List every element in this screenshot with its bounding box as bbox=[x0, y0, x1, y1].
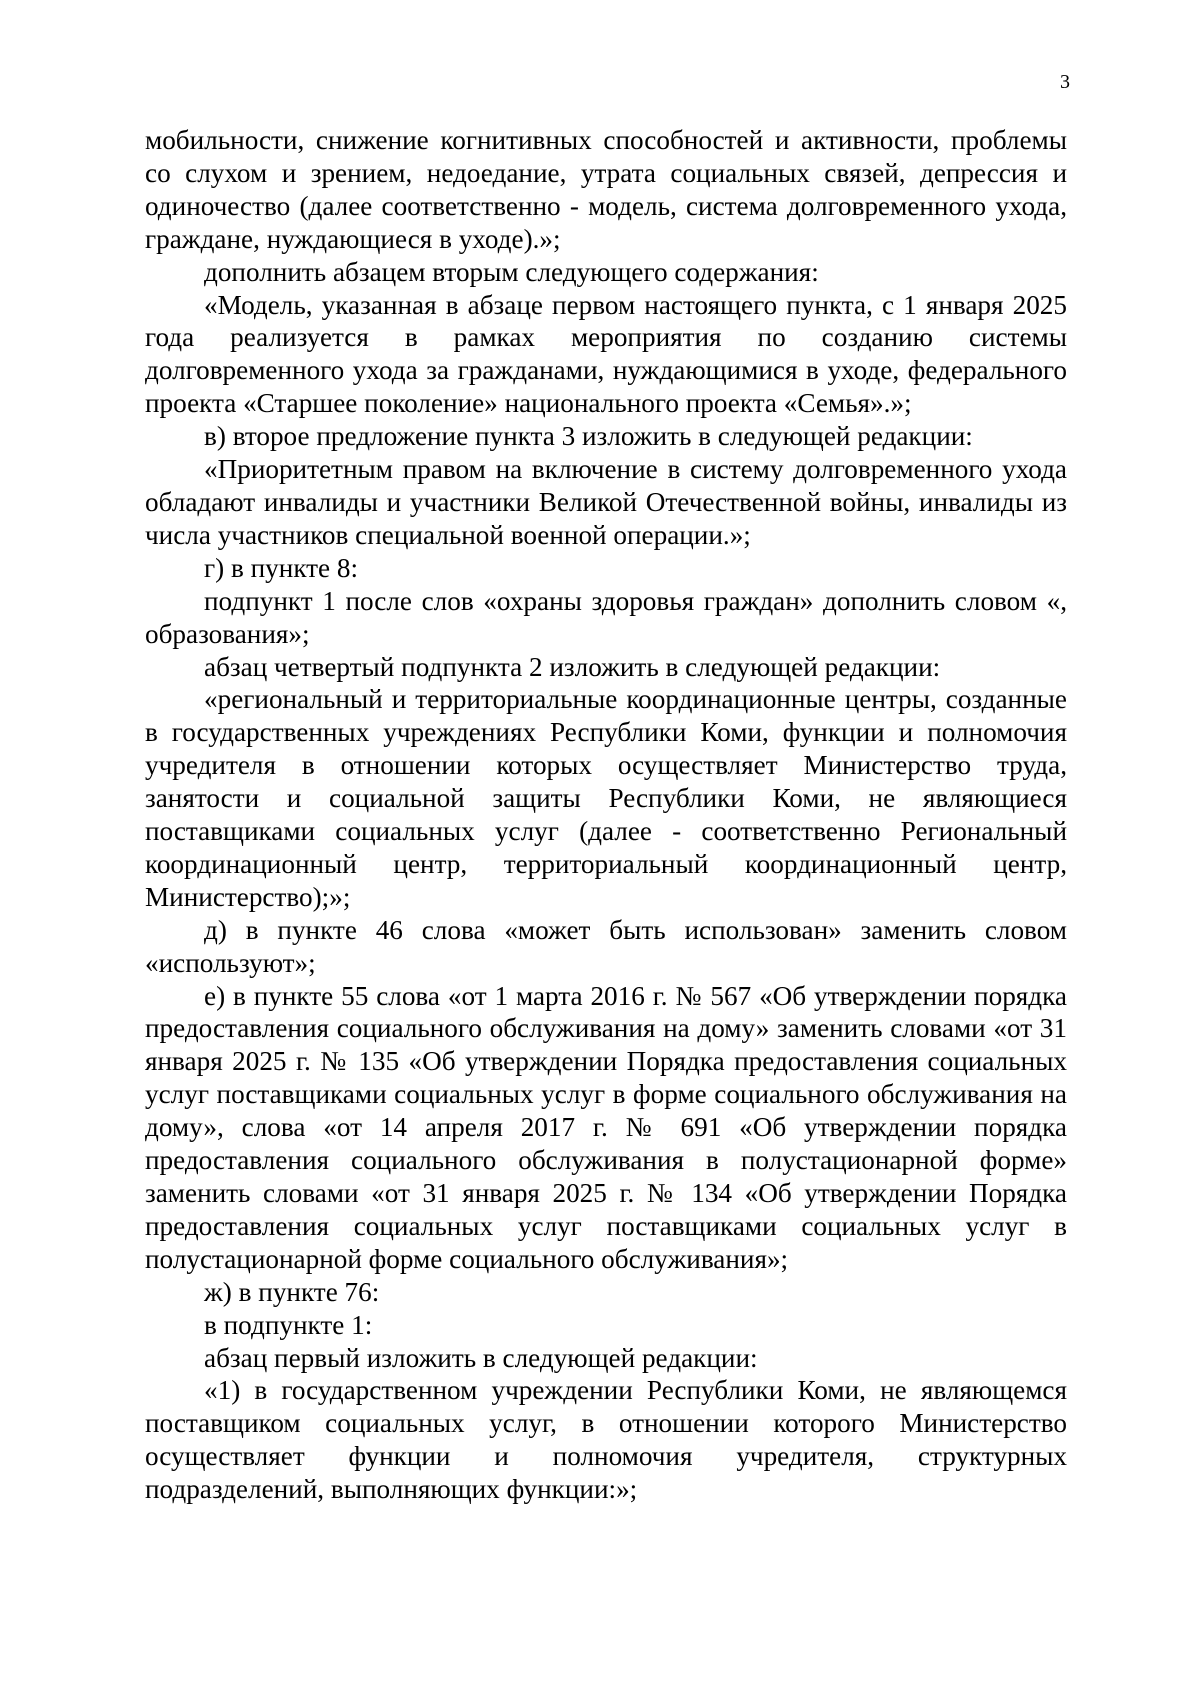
paragraph-1: мобильности, снижение когнитивных способностей и активности, проблемы со слухом и зрением, недоедание, утрата социальных связей, депрессия и одиночество (далее соответственно - модель, система долговременного ухода, граждане, нуждающиеся в уходе).»; bbox=[145, 125, 1067, 254]
paragraph-5: «Приоритетным правом на включение в систему долговременного ухода обладают инвалиды и участники Великой Отечественной войны, инвалиды из числа участников специальной военной операции.»; bbox=[145, 454, 1067, 550]
paragraph-11: е) в пункте 55 слова «от 1 марта 2016 г. № 567 «Об утверждении порядка предоставления социального обслуживания на дому» заменить словами «от 31 января 2025 г. № 135 «Об утверждении Порядка предоставления социальных услуг поставщиками социальных услуг в форме социального обслуживания на дому», слова «от 14 апреля 2017 г. № 691 «Об утверждении порядка предоставления социального обслуживания в полустационарной форме» заменить словами «от 31 января 2025 г. № 134 «Об утверждении Порядка предоставления социальных услуг поставщиками социальных услуг в полустационарной форме социального обслуживания»; bbox=[145, 980, 1067, 1274]
paragraph-13: в подпункте 1: bbox=[204, 1309, 373, 1340]
paragraph-10: д) в пункте 46 слова «может быть использован» заменить словом «используют»; bbox=[145, 914, 1067, 978]
page-number: 3 bbox=[1060, 71, 1070, 93]
paragraph-4: в) второе предложение пункта 3 изложить в следующей редакции: bbox=[204, 421, 973, 452]
paragraph-8: абзац четвертый подпункта 2 изложить в следующей редакции: bbox=[204, 651, 941, 682]
paragraph-6: г) в пункте 8: bbox=[204, 552, 359, 583]
paragraph-7: подпункт 1 после слов «охраны здоровья граждан» дополнить словом «, образования»; bbox=[145, 585, 1067, 649]
paragraph-2: дополнить абзацем вторым следующего содержания: bbox=[204, 256, 819, 287]
paragraph-14: абзац первый изложить в следующей редакции: bbox=[204, 1342, 758, 1373]
paragraph-12: ж) в пункте 76: bbox=[204, 1276, 380, 1307]
paragraph-9: «региональный и территориальные координационные центры, созданные в государственных учреждениях Республики Коми, функции и полномочия учредителя в отношении которых осуществляет Министерство труда, занятости и социальной защиты Республики Коми, не являющиеся поставщиками социальных услуг (далее - соответственно Региональный координационный центр, территориальный координационный центр, Министерство);»; bbox=[145, 684, 1067, 912]
paragraph-3: «Модель, указанная в абзаце первом настоящего пункта, с 1 января 2025 года реализуется в рамках мероприятия по созданию системы долговременного ухода за гражданами, нуждающимися в уходе, федерального проекта «Старшее поколение» национального проекта «Семья».»; bbox=[145, 289, 1067, 419]
paragraph-15: «1) в государственном учреждении Республики Коми, не являющемся поставщиком социальных услуг, в отношении которого Министерство осуществляет функции и полномочия учредителя, структурных подразделений, выполняющих функции:»; bbox=[145, 1375, 1067, 1505]
document-body bbox=[145, 124, 1067, 1506]
